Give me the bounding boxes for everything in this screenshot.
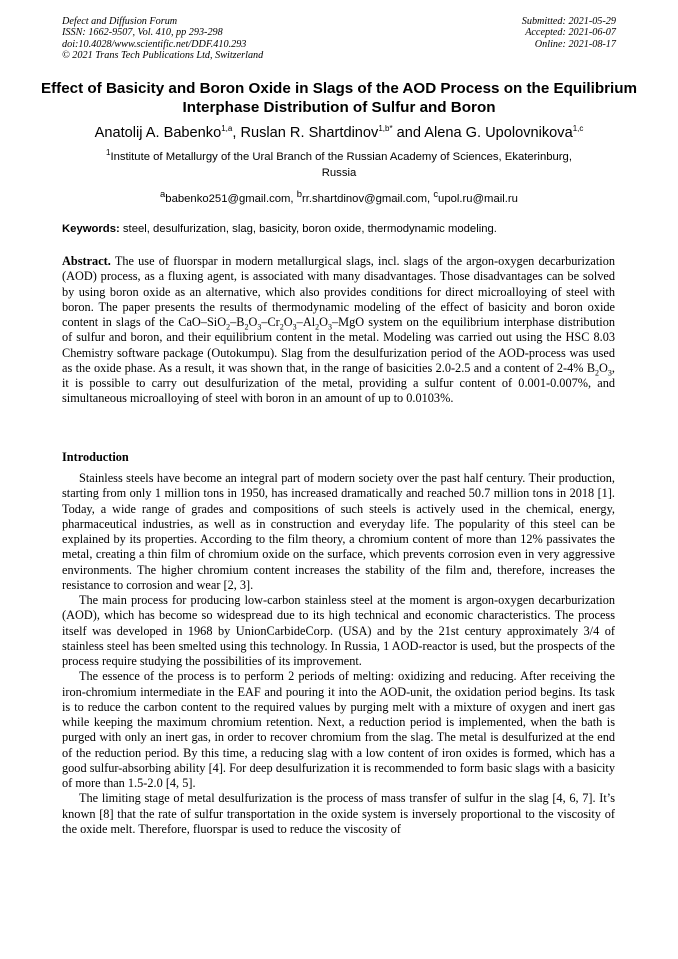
formula-subscript: 2	[279, 322, 284, 332]
submission-dates	[522, 16, 616, 50]
abstract	[62, 254, 615, 407]
formula-part: CaO–SiO	[178, 315, 227, 329]
journal-copyright: © 2021 Trans Tech Publications Ltd, Switzerland	[62, 49, 264, 61]
formula-part: O	[599, 360, 608, 375]
paper-title: Effect of Basicity and Boron Oxide in Slags of the AOD Process on the Equilibrium Interphase Distribution of Sulfur and Boron	[40, 80, 638, 116]
formula-part: B	[586, 360, 596, 375]
author-name: Alena G. Upolovnikova	[424, 125, 573, 141]
abstract-text: The use of fluorspar in modern metallurgical slags, incl. slags of the argon-oxygen decarburization (AOD) process, as a fluxing agent, is associated with many disadvantages. Those disadvantages can be solved by using boron oxide as an alternative, which also provides conditions for direct microalloying of steel with boron. The paper presents the results of thermodynamic modeling of the effect of basicity and boron oxide content in slags of the	[62, 254, 615, 329]
abstract-label: Abstract.	[62, 254, 111, 268]
introduction-body	[62, 471, 615, 837]
author-name: Anatolij A. Babenko	[94, 125, 222, 141]
author-name: Ruslan R. Shartdinov	[240, 125, 379, 141]
email-mark: c	[433, 188, 439, 199]
author-affiliation-mark: 1,c	[572, 124, 584, 134]
keywords-label: Keywords:	[62, 223, 120, 235]
keywords-text: steel, desulfurization, slag, basicity, boron oxide, thermodynamic modeling.	[119, 223, 497, 235]
journal-doi: doi:10.4028/www.scientific.net/DDF.410.293	[62, 38, 247, 50]
author-email[interactable]: babenko251@gmail.com	[165, 192, 291, 205]
keywords	[62, 222, 616, 236]
paragraph: Stainless steels have become an integral part of modern society over the past half century. Their production, starting from only 1 million tons in 1950, has increased dramatically and reached 50.7 million tons in 2018 [1]. Today, a wide range of grades and compositions of such steels is actively used in the chemical, energy, pharmaceutical industries, as well as in construction and everyday life. The popularity of this steel can be explained by its properties. According to the film theory, a chromium content of more than 12% passivates the metal, creating a thin film of chromium oxide on the surface, which prevents corrosion even in very aggressive environments. The higher chromium content increases the stability of the film and, therefore, increases the resistance to corrosion and wear [2, 3].	[62, 471, 615, 592]
formula-part: O	[283, 315, 293, 329]
formula-part: –MgO	[332, 315, 365, 329]
formula-part: O	[319, 315, 329, 329]
author-emails	[60, 187, 618, 206]
abstract-text: , it is possible to carry out desulfurization of the metal, providing a sulfur content of 0.001-0.007%, and simultaneous microalloying of steel with boron in an amount of up to 0.0103%.	[62, 360, 615, 406]
email-mark: b	[296, 188, 302, 199]
affiliation-mark: 1	[106, 148, 111, 158]
author-email[interactable]: upol.ru@mail.ru	[438, 192, 518, 205]
author-separator: ,	[232, 125, 241, 141]
journal-name: Defect and Diffusion Forum	[62, 16, 178, 27]
abstract-text: system on the equilibrium interphase distribution of sulfur and boron, and their equilibrium content in the metal. Modeling was carried out using the HSC 8.03 Chemistry software package (Outokumpu). Slag from the desulfurization period of the AOD-process was used as the oxide phase. As a result, it was shown that, in the range of basicities 2.0-2.5 and a content of 2-4%	[62, 315, 615, 375]
email-separator: ,	[427, 192, 434, 205]
formula-subscript: 2	[244, 322, 249, 332]
author-email[interactable]: rr.shartdinov@gmail.com	[301, 192, 428, 205]
formula-subscript: 3	[292, 322, 297, 332]
submitted-date: Submitted: 2021-05-29	[521, 16, 616, 27]
paragraph: The essence of the process is to perform 2 periods of melting: oxidizing and reducing. After receiving the iron-chromium intermediate in the EAF and pouring it into the AOD-unit, the oxidation period begins. Its task is to reduce the carbon content to the required values by purging melt with a mixture of oxygen and inert gas while keeping the maximum chromium retention. Next, a reduction period is implemented, when the bath is purged with only an inert gas, in order to recover chromium from the slag. The metal is desulfurized at the end of the reduction period. By this time, a reducing slag with a low content of iron oxides is formed, which has a good sulfur-absorbing ability [4]. For deep desulfurization it is recommended to form basic slags with a basicity of more than 1.5-2.0 [4, 5].	[62, 669, 615, 790]
formula-subscript: 3	[328, 322, 333, 332]
formula-subscript: 2	[315, 322, 320, 332]
author-list	[30, 124, 648, 142]
formula-subscript: 3	[257, 322, 262, 332]
formula-part: –Al	[296, 315, 316, 329]
boron-oxide-formula	[586, 360, 612, 378]
online-date: Online: 2021-08-17	[534, 38, 616, 50]
slag-system-formula	[178, 315, 365, 332]
formula-subscript: 2	[595, 368, 600, 378]
journal-issn: ISSN: 1662-9507, Vol. 410, pp 293-298	[62, 27, 223, 39]
author-separator: and	[392, 125, 425, 141]
journal-info	[62, 16, 263, 61]
paragraph: The limiting stage of metal desulfurization is the process of mass transfer of sulfur in the slag [4, 6, 7]. It’s known [8] that the rate of sulfur transportation in the oxide system is inversely proportional to the viscosity of the oxide melt. Therefore, fluorspar is used to reduce the viscosity of	[62, 791, 615, 836]
section-heading-introduction: Introduction	[62, 450, 129, 464]
accepted-date: Accepted: 2021-06-07	[525, 27, 616, 39]
affiliation-text: Institute of Metallurgy of the Ural Branch of the Russian Academy of Sciences, Ekaterinburg, Russia	[110, 151, 572, 179]
formula-subscript: 2	[226, 322, 231, 332]
paragraph: The main process for producing low-carbon stainless steel at the moment is argon-oxygen decarburization (AOD), which has become so widespread due to its high technical and economic characteristics. The process itself was developed in 1968 by UnionCarbideCorp. (USA) and by the 21st century approximately 3/4 of stainless steel has been smelted using this technology. In Russia, 1 AOD-reactor is used, but the prospects of the process require studying the possibilities of its improvement.	[62, 593, 615, 668]
author-affiliation-mark: 1,a	[221, 124, 233, 134]
formula-part: –Cr	[261, 315, 280, 329]
formula-part: O	[248, 315, 258, 329]
formula-part: –B	[230, 315, 245, 329]
affiliation	[100, 150, 578, 181]
email-separator: ,	[290, 192, 297, 205]
author-affiliation-mark: 1,b*	[378, 124, 393, 134]
formula-subscript: 3	[607, 368, 612, 378]
email-mark: a	[160, 188, 166, 199]
